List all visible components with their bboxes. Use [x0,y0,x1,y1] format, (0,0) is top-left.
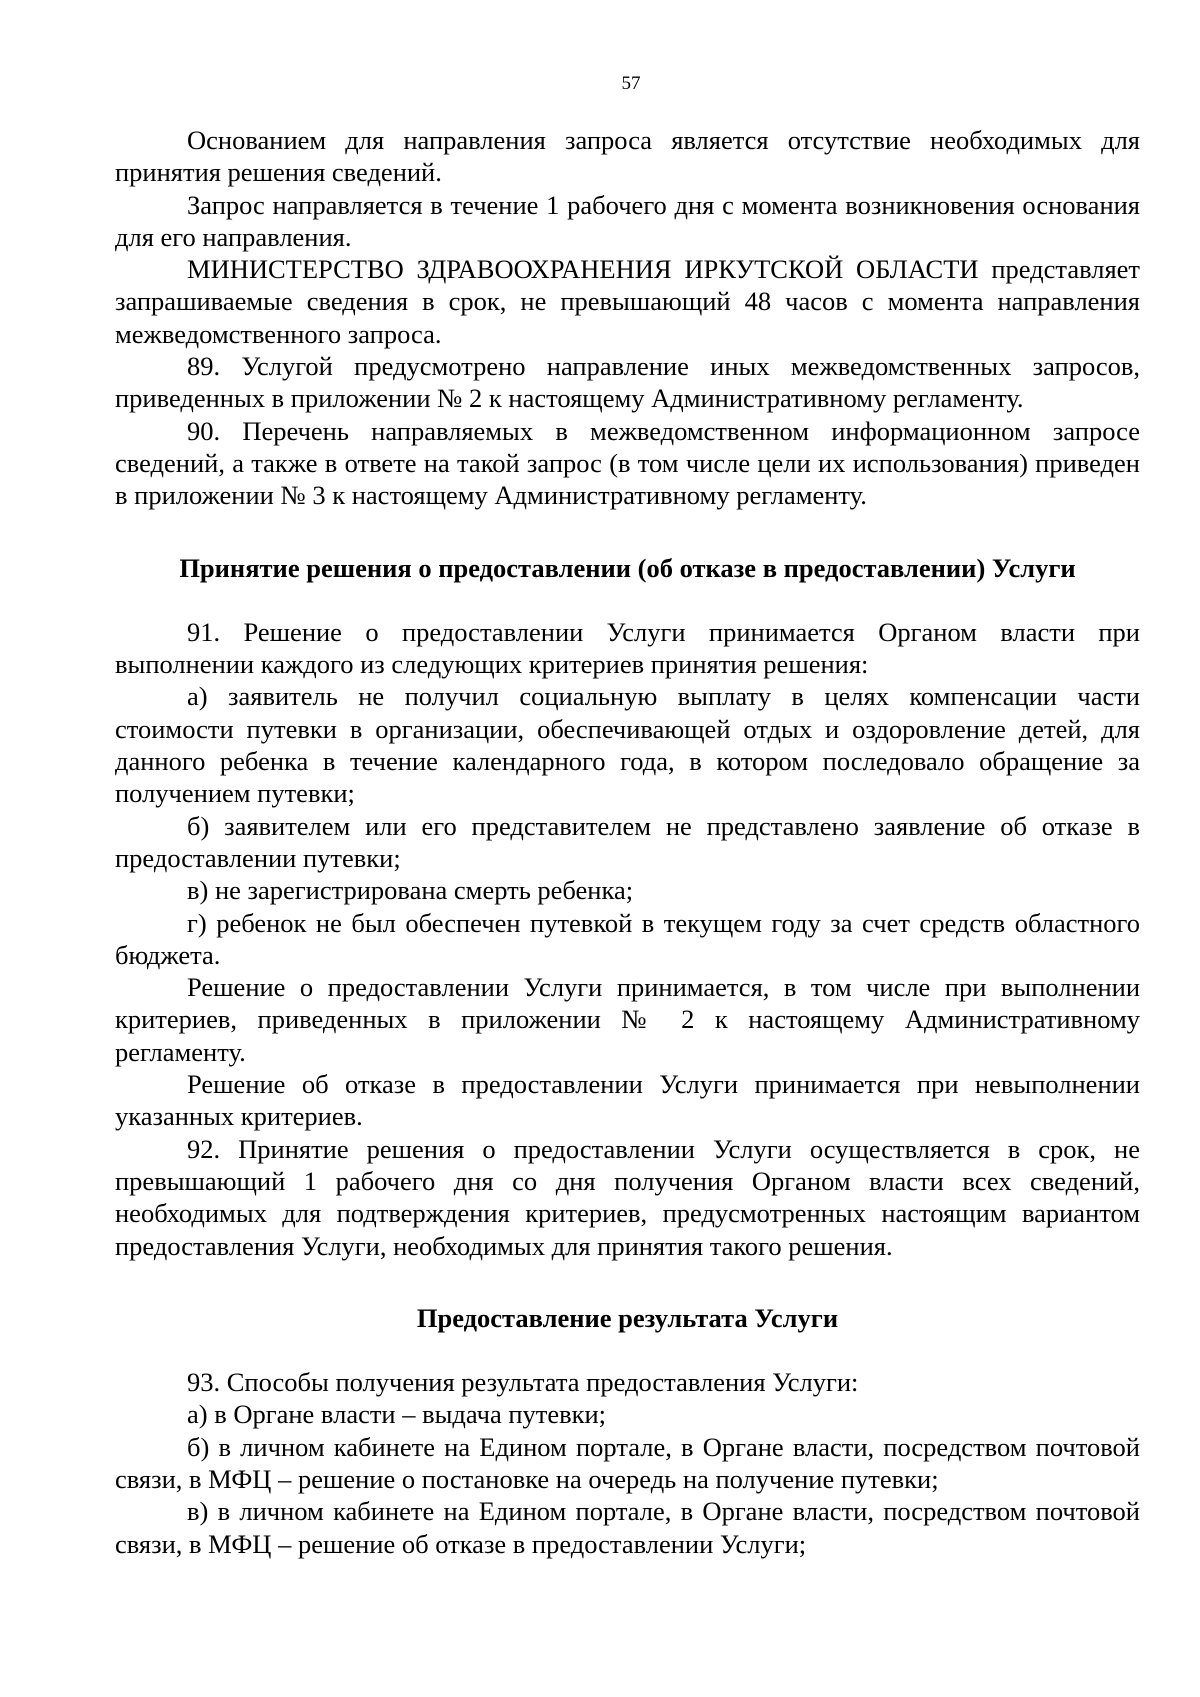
section-result [115,1366,1140,1560]
paragraph: Основанием для направления запроса является отсутствие необходимых для принятия решения сведений. [115,125,1140,188]
method-a: а) в Органе власти – выдача путевки; [187,1399,607,1430]
section-heading-decision: Принятие решения о предоставлении (об отказе в предоставлении) Услуги [179,552,1076,583]
section-intro [115,124,1140,512]
paragraph-93: 93. Способы получения результата предоставления Услуги: [187,1367,859,1398]
paragraph: МИНИСТЕРСТВО ЗДРАВООХРАНЕНИЯ ИРКУТСКОЙ ОБЛАСТИ представляет запрашиваемые сведения в срок, не превышающий 48 часов с момента направления межведомственного запроса. [115,254,1140,349]
paragraph-90: 90. Перечень направляемых в межведомственном информационном запросе сведений, а также в ответе на такой запрос (в том числе цели их использования) приведен в приложении № 3 к настоящему Административному регламенту. [115,415,1140,511]
page-number: 57 [621,73,641,94]
paragraph: Запрос направляется в течение 1 рабочего дня с момента возникновения основания для его направления. [115,189,1140,252]
criterion-v: в) не зарегистрирована смерть ребенка; [187,875,634,906]
paragraph: Решение о предоставлении Услуги принимается, в том числе при выполнении критериев, приведенных в приложении № 2 к настоящему Административному регламенту. [115,972,1140,1067]
section-decision [115,616,1140,1262]
method-b: б) в личном кабинете на Едином портале, в Органе власти, посредством почтовой связи, в МФЦ – решение о постановке на очередь на получение путевки; [115,1431,1140,1494]
paragraph-91: 91. Решение о предоставлении Услуги принимается Органом власти при выполнении каждого из следующих критериев принятия решения: [115,616,1140,680]
paragraph: Решение об отказе в предоставлении Услуги принимается при невыполнении указанных критериев. [115,1069,1140,1132]
paragraph-89: 89. Услугой предусмотрено направление иных межведомственных запросов, приведенных в приложении № 2 к настоящему Административному регламенту. [115,351,1140,414]
criterion-a: а) заявитель не получил социальную выплату в целях компенсации части стоимости путевки в организации, обеспечивающей отдых и оздоровление детей, для данного ребенка в течение календарного года, в котором последовало обращение за получением путевки; [115,681,1140,809]
criterion-g: г) ребенок не был обеспечен путевкой в текущем году за счет средств областного бюджета. [115,907,1140,970]
document-page [115,124,1140,1560]
section-heading-result: Предоставление результата Услуги [416,1302,839,1333]
criterion-b: б) заявителем или его представителем не представлено заявление об отказе в предоставлении путевки; [115,810,1140,873]
method-v: в) в личном кабинете на Едином портале, в Органе власти, посредством почтовой связи, в МФЦ – решение об отказе в предоставлении Услуги; [115,1496,1140,1559]
paragraph-92: 92. Принятие решения о предоставлении Услуги осуществляется в срок, не превышающий 1 рабочего дня со дня получения Органом власти всех сведений, необходимых для подтверждения критериев, предусмотренных настоящим вариантом предоставления Услуги, необходимых для принятия такого решения. [115,1133,1140,1261]
